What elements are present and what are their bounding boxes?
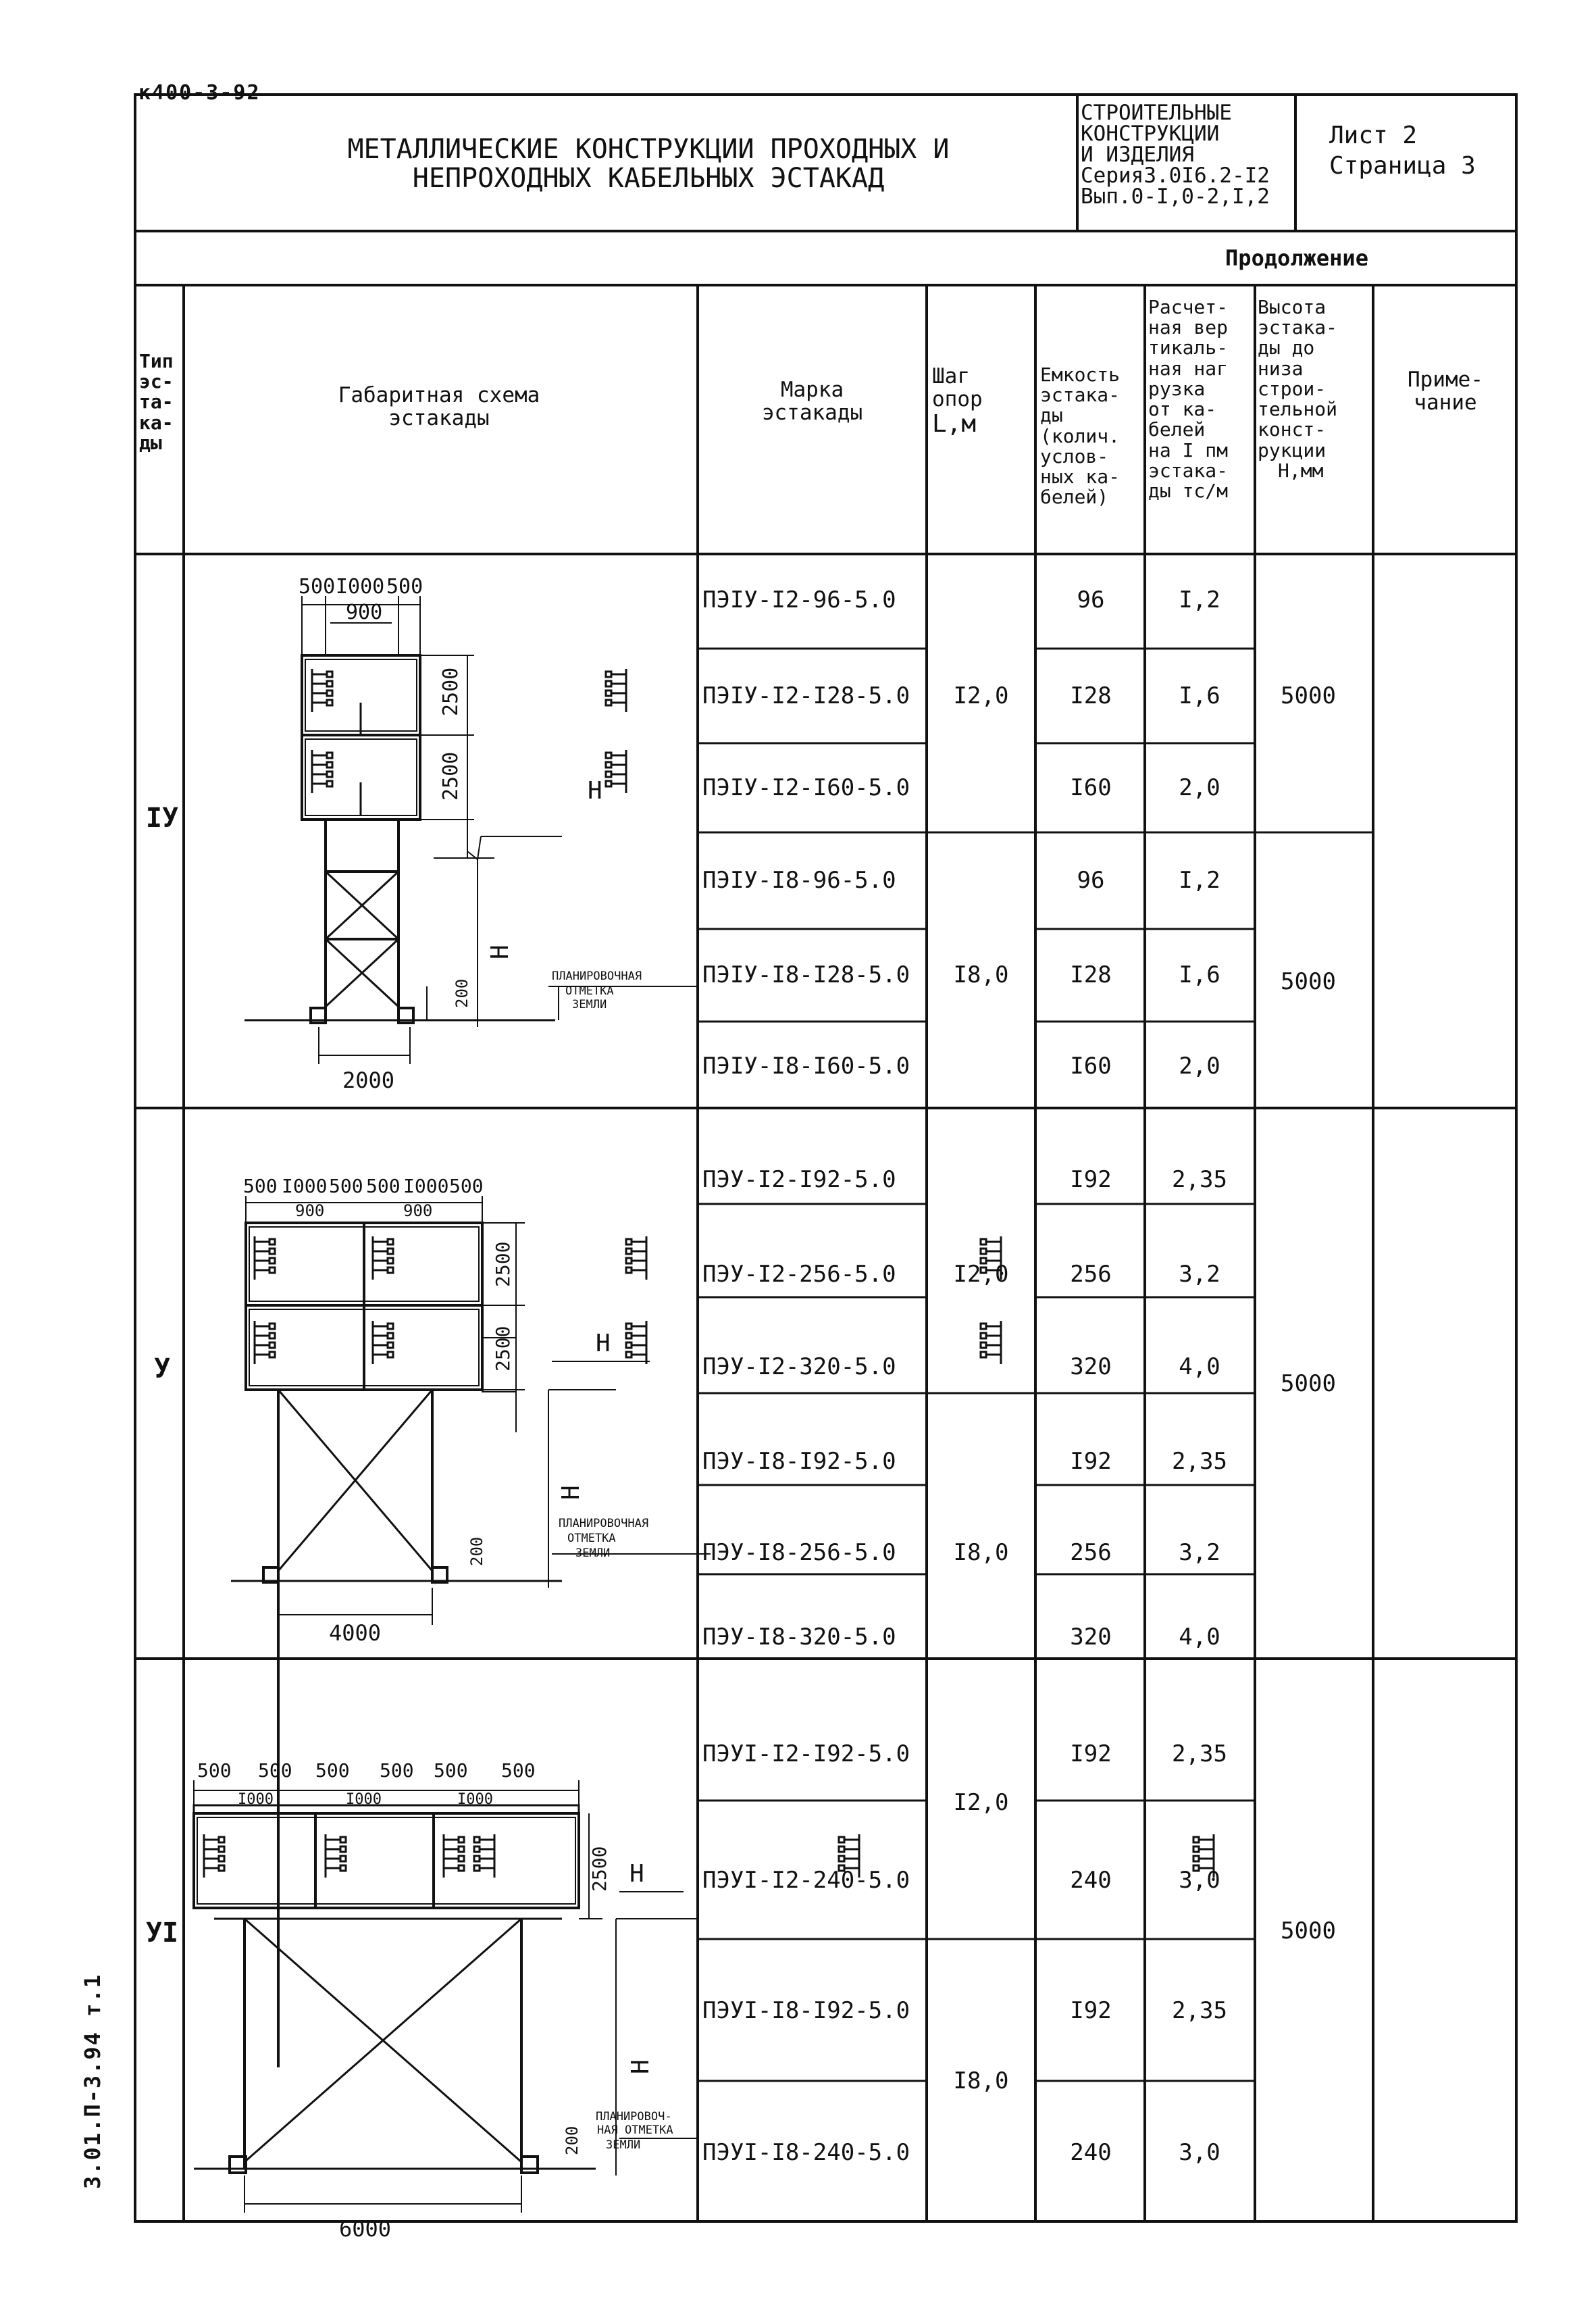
dim-label: 500 bbox=[329, 1175, 363, 1197]
table-cell-mark: ПЭУI-I2-240-5.0 bbox=[702, 1867, 910, 1894]
ground-label: НАЯ ОТМЕТКА bbox=[597, 2123, 673, 2137]
table-cell-capacity: I92 bbox=[1070, 1448, 1112, 1475]
table-cell-step: I8,0 bbox=[953, 1539, 1009, 1566]
dim-label: Н bbox=[627, 2059, 654, 2074]
table-cell-load: 2,35 bbox=[1172, 1740, 1227, 1767]
series-line-1: СТРОИТЕЛЬНЫЕ bbox=[1081, 101, 1232, 125]
table-cell-load: 3,2 bbox=[1179, 1539, 1220, 1566]
table-cell-capacity: 320 bbox=[1070, 1353, 1112, 1380]
table-cell-capacity: 240 bbox=[1070, 1867, 1112, 1894]
table-cell-mark: ПЭУ-I2-I92-5.0 bbox=[702, 1166, 896, 1193]
table-cell-capacity: I92 bbox=[1070, 1166, 1112, 1193]
dim-label: 500 bbox=[501, 1759, 536, 1782]
dim-label: 900 bbox=[346, 601, 383, 624]
dim-label: 2500 bbox=[439, 667, 463, 716]
dim-label: 200 bbox=[453, 978, 471, 1008]
series-line-3: И ИЗДЕЛИЯ bbox=[1081, 143, 1194, 167]
dim-label: 500 bbox=[386, 575, 423, 599]
page-number: Страница 3 bbox=[1329, 152, 1476, 180]
scheme-diagrams bbox=[184, 554, 698, 2242]
header-load: Расчет- ная вер тикаль- ная наг рузка от ка- белей на I пм эстака- ды тс/м bbox=[1148, 296, 1229, 503]
ground-label: ПЛАНИРОВОЧ- bbox=[596, 2110, 672, 2123]
table-cell-mark: ПЭУI-I8-240-5.0 bbox=[702, 2139, 910, 2166]
table-cell-step: I2,0 bbox=[953, 1789, 1009, 1816]
table-cell-mark: ПЭУ-I8-256-5.0 bbox=[702, 1539, 896, 1566]
header-height: Высота эстака- ды до низа строи- тельной конст- рукции Н,мм bbox=[1258, 296, 1338, 482]
table-cell-step: I2,0 bbox=[953, 682, 1009, 709]
table-cell-mark: ПЭУ-I2-256-5.0 bbox=[702, 1261, 896, 1288]
ground-label: ОТМЕТКА bbox=[567, 1532, 616, 1545]
dim-label: 500 bbox=[243, 1175, 278, 1197]
dim-label: I000 bbox=[282, 1175, 328, 1197]
table-cell-mark: ПЭУI-I8-I92-5.0 bbox=[702, 1997, 910, 2024]
dim-label: 900 bbox=[295, 1201, 325, 1220]
continuation-label: Продолжение bbox=[1225, 245, 1368, 271]
table-cell-mark: ПЭУ-I2-320-5.0 bbox=[702, 1353, 896, 1380]
table-cell-height: 5000 bbox=[1281, 1917, 1336, 1944]
dim-label: 500 bbox=[449, 1175, 484, 1197]
table-cell-load: I,2 bbox=[1179, 867, 1220, 894]
ground-label: ЗЕМЛИ bbox=[572, 998, 607, 1011]
document-title bbox=[297, 135, 1000, 193]
header-capacity: Емкость эстака- ды (колич. услов- ных ка- белей) bbox=[1040, 363, 1121, 509]
table-cell-step: I2,0 bbox=[953, 1261, 1009, 1288]
table-cell-load: 3,0 bbox=[1179, 2139, 1220, 2166]
table-cell-load: 2,35 bbox=[1172, 1448, 1227, 1475]
header-scheme: Габаритная схема эстакады bbox=[338, 383, 540, 431]
table-cell-load: 3,0 bbox=[1179, 1867, 1220, 1894]
dim-label: Н bbox=[596, 1330, 611, 1357]
table-cell-capacity: 96 bbox=[1077, 867, 1105, 894]
title-line-1: МЕТАЛЛИЧЕСКИЕ КОНСТРУКЦИИ ПРОХОДНЫХ И bbox=[347, 134, 950, 165]
table-cell-mark: ПЭIУ-I2-I28-5.0 bbox=[702, 682, 910, 709]
table-cell-mark: ПЭУ-I8-I92-5.0 bbox=[702, 1448, 896, 1475]
table-cell-load: I,2 bbox=[1179, 586, 1220, 613]
table-cell-capacity: I60 bbox=[1070, 1053, 1112, 1080]
header-mark: Марка эстакады bbox=[761, 378, 863, 426]
dim-label: I000 bbox=[403, 1175, 449, 1197]
series-block bbox=[1081, 103, 1293, 207]
table-cell-load: 2,35 bbox=[1172, 1166, 1227, 1193]
scheme-diagram-1-labels bbox=[299, 575, 642, 1093]
sheet-number: Лист 2 bbox=[1329, 122, 1418, 149]
ground-label: ЗЕМЛИ bbox=[575, 1546, 611, 1560]
table-cell-capacity: I92 bbox=[1070, 1997, 1112, 2024]
dim-label: I000 bbox=[336, 575, 385, 599]
table-cell-load: 2,35 bbox=[1172, 1997, 1227, 2024]
table-cell-load: I,6 bbox=[1179, 961, 1220, 988]
dim-label: Н bbox=[588, 777, 602, 805]
dim-label: 2500 bbox=[439, 751, 463, 801]
table-cell-mark: ПЭIУ-I8-96-5.0 bbox=[702, 867, 896, 894]
table-cell-capacity: I28 bbox=[1070, 682, 1112, 709]
dim-label: I000 bbox=[238, 1791, 274, 1808]
ground-label: ПЛАНИРОВОЧНАЯ bbox=[559, 1517, 649, 1530]
type-label-3: УI bbox=[145, 1917, 179, 1948]
ground-label: ПЛАНИРОВОЧНАЯ bbox=[552, 970, 642, 983]
type-label-2: У bbox=[153, 1353, 171, 1384]
dim-label: 500 bbox=[315, 1759, 350, 1782]
header-type: Тип эс- та- ка- ды bbox=[139, 350, 174, 454]
table-cell-load: 4,0 bbox=[1179, 1624, 1220, 1651]
table-cell-step: I8,0 bbox=[953, 961, 1009, 988]
dim-label: 4000 bbox=[329, 1620, 382, 1646]
dim-label: 2500 bbox=[492, 1241, 514, 1287]
dim-label: Н bbox=[557, 1485, 585, 1500]
dim-label: Н bbox=[629, 1860, 644, 1888]
table-cell-capacity: I28 bbox=[1070, 961, 1112, 988]
side-document-code: 3.01.П-3.94 т.1 bbox=[80, 1973, 105, 2189]
dim-label: 2000 bbox=[342, 1067, 395, 1093]
type-label-1: IУ bbox=[145, 803, 179, 834]
series-line-4: Серия3.0I6.2-I2 bbox=[1081, 164, 1270, 188]
table-cell-capacity: 96 bbox=[1077, 586, 1105, 613]
table-cell-mark: ПЭIУ-I8-I28-5.0 bbox=[702, 961, 910, 988]
table-cell-capacity: I92 bbox=[1070, 1740, 1112, 1767]
table-cell-capacity: 256 bbox=[1070, 1539, 1112, 1566]
table-cell-height: 5000 bbox=[1281, 1370, 1336, 1397]
ground-label: ОТМЕТКА bbox=[565, 984, 614, 998]
table-cell-mark: ПЭIУ-I8-I60-5.0 bbox=[702, 1053, 910, 1080]
table-cell-mark: ПЭIУ-I2-96-5.0 bbox=[702, 586, 896, 613]
dim-label: 2500 bbox=[492, 1326, 514, 1372]
document-code: к400-3-92 bbox=[138, 81, 261, 105]
table-cell-load: 4,0 bbox=[1179, 1353, 1220, 1380]
table-cell-load: I,6 bbox=[1179, 682, 1220, 709]
table-cell-step: I8,0 bbox=[953, 2067, 1009, 2094]
dim-label: 2500 bbox=[588, 1846, 611, 1892]
sheet-block bbox=[1329, 120, 1505, 181]
table-cell-capacity: I60 bbox=[1070, 774, 1112, 801]
table-cell-height: 5000 bbox=[1281, 682, 1336, 709]
table-cell-mark: ПЭУI-I2-I92-5.0 bbox=[702, 1740, 910, 1767]
table-cell-mark: ПЭIУ-I2-I60-5.0 bbox=[702, 774, 910, 801]
dim-label: 200 bbox=[467, 1536, 486, 1566]
header-note: Приме- чание bbox=[1408, 368, 1483, 416]
table-cell-load: 2,0 bbox=[1179, 1053, 1220, 1080]
dim-label: 500 bbox=[258, 1759, 292, 1782]
dim-label: 900 bbox=[403, 1201, 433, 1220]
ground-label: ЗЕМЛИ bbox=[606, 2138, 641, 2152]
series-line-5: Вып.0-I,0-2,I,2 bbox=[1081, 184, 1270, 209]
table-cell-load: 2,0 bbox=[1179, 774, 1220, 801]
title-line-2: НЕПРОХОДНЫХ КАБЕЛЬНЫХ ЭСТАКАД bbox=[412, 163, 885, 195]
header-step: Шаг опор L,м bbox=[932, 364, 983, 438]
table-cell-capacity: 256 bbox=[1070, 1261, 1112, 1288]
dim-label: 6000 bbox=[339, 2216, 392, 2242]
dim-label: 500 bbox=[197, 1759, 232, 1782]
table-cell-capacity: 240 bbox=[1070, 2139, 1112, 2166]
dim-label: 500 bbox=[366, 1175, 401, 1197]
table-cell-capacity: 320 bbox=[1070, 1624, 1112, 1651]
dim-label: I000 bbox=[457, 1791, 493, 1808]
table-cell-mark: ПЭУ-I8-320-5.0 bbox=[702, 1624, 896, 1651]
table-cell-height: 5000 bbox=[1281, 968, 1336, 995]
dim-label: 500 bbox=[299, 575, 336, 599]
dim-label: 200 bbox=[563, 2126, 582, 2155]
dim-label: Н bbox=[486, 945, 514, 959]
table-cell-load: 3,2 bbox=[1179, 1261, 1220, 1288]
dim-label: 500 bbox=[434, 1759, 468, 1782]
series-line-2: КОНСТРУКЦИИ bbox=[1081, 122, 1220, 146]
dim-label: I000 bbox=[346, 1791, 382, 1808]
dim-label: 500 bbox=[380, 1759, 414, 1782]
